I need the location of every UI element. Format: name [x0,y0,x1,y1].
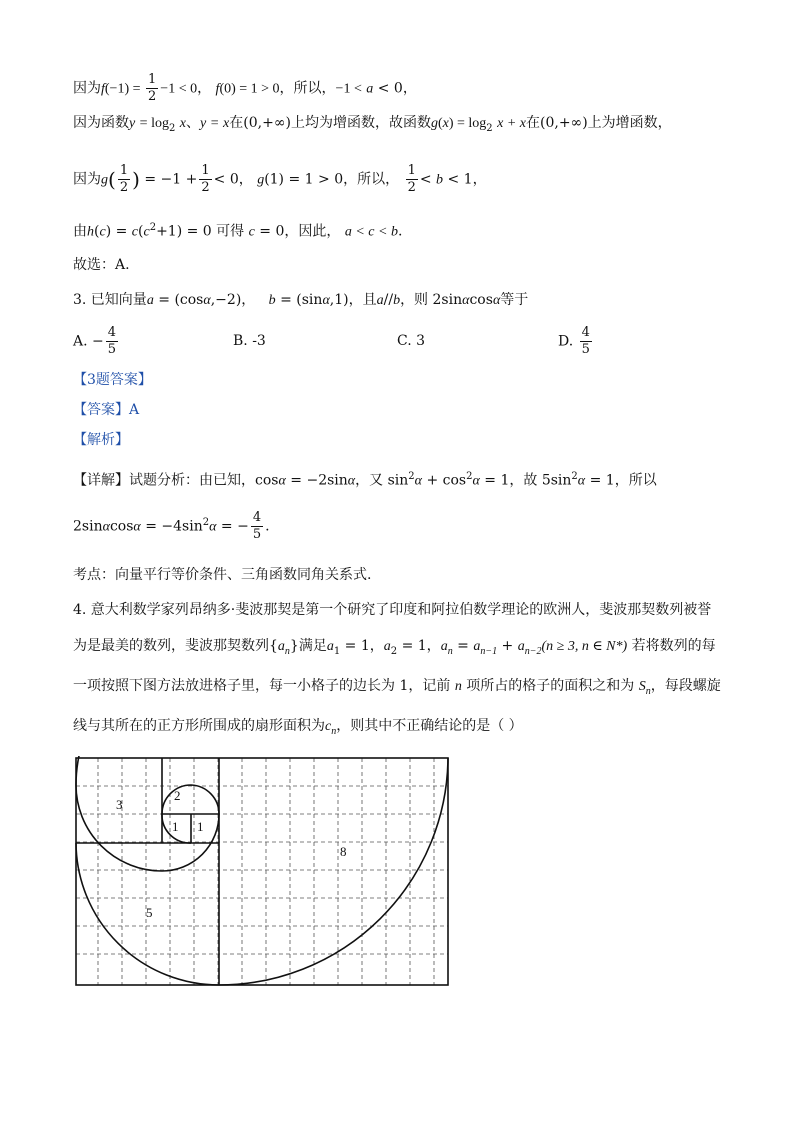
text: ) = log [448,116,487,131]
text: < [419,171,432,188]
text: 、 [186,115,201,131]
func-g: g [257,172,265,188]
text: cos [109,518,134,535]
text: 为是最美的数列，斐波那契数列{ [73,638,278,654]
text: = −1 + [144,171,198,188]
alpha: α [209,519,217,535]
var-c: c [325,719,332,734]
text: < 0， [213,171,253,188]
question-4-line-2 [73,636,716,662]
denominator: 2 [201,180,210,195]
var-c: c [131,224,139,240]
text-line-2 [73,113,672,139]
numerator: 4 [581,325,590,340]
numerator: 1 [148,72,157,87]
text: 等于 [500,292,529,308]
var-x: x [223,116,230,131]
numerator: 4 [252,510,262,525]
subscript: 1 [333,645,341,657]
denominator: 2 [148,89,157,104]
superscript: 2 [408,471,415,482]
text: cos [469,292,493,308]
numerator: 4 [107,325,117,340]
text: = 1，所以 [589,472,657,489]
option-b: B. -3 [233,333,266,349]
square-outlines [76,758,448,985]
paren: ) [132,167,140,192]
text: 一项按照下图方法放进格子里，每一小格子的边长为 1，记前 [73,678,451,694]
label-1-left: 1 [172,819,179,834]
subscript: 2 [390,645,398,657]
subscript: n−1 [480,645,498,657]
var-y: y [129,116,136,131]
text: = [210,116,219,131]
vector-a: a [376,293,384,308]
alpha: α [203,293,211,308]
var-c: c [248,224,255,240]
text: = 0，因此， [259,223,341,240]
text: 线与其所在的正方形所围成的扇形面积为 [73,718,325,734]
fraction [106,325,118,358]
var-a: a [440,639,448,654]
numerator: 1 [201,163,210,178]
condition: (n ≥ 3, n ∈ N*) [541,639,628,654]
var-x: x [442,116,449,131]
alpha: α [472,473,480,489]
option-c: C. 3 [397,333,426,349]
text-line-5: 故选：A. [73,257,130,273]
subscript: 2 [486,122,493,134]
question-4-line-3 [73,676,721,702]
answer-section-tag: 【3题答案】 [73,372,152,388]
fraction [406,163,418,196]
option-d [558,325,594,358]
text: 因为 [73,171,101,188]
denominator: 5 [107,342,117,357]
text: 【详解】试题分析：由已知，cos [73,472,279,489]
label-1-right: 1 [197,819,204,834]
vector-b: b [268,293,276,308]
text: }满足 [289,638,327,654]
func-g: g [101,172,108,188]
text: = 1， [401,638,441,654]
alpha: α [414,473,423,489]
text: // [383,292,394,308]
spiral-outer-curve [76,758,448,985]
text: 若将数列的每 [631,638,716,654]
question-4-line-1: 4. 意大利数学家列昂纳多·斐波那契是第一个研究了印度和阿拉伯数学理论的欧洲人，斐波那契数列被誉 [73,602,712,618]
text: ，每段螺旋 [650,678,721,694]
text: 2sin [73,518,103,535]
alpha: α [102,519,110,535]
fraction [118,163,130,196]
text: 在(0,+∞)上为增函数， [526,115,672,131]
option-a [73,325,120,358]
text-line-1 [73,72,417,105]
superscript: 2 [202,516,210,528]
text: . [265,518,270,535]
var-a: a [517,639,525,654]
numerator: 1 [407,163,416,178]
text: −1 < 0， [160,81,212,97]
var-S: S [638,679,646,694]
text: ( [94,223,100,240]
text-line-3 [73,163,487,196]
text: 3. 已知向量 [73,292,147,308]
var-y: y [200,116,207,131]
text: 在(0,+∞)上均为增函数，故函数 [229,115,431,131]
text: +1) = 0 [156,223,212,240]
text: = [457,638,469,654]
denominator: 2 [119,180,129,195]
var-a: a [383,639,391,654]
subscript: n [284,645,290,657]
text: = −4sin [145,518,203,535]
var-c: c [143,224,150,240]
detail-line-1 [73,467,657,492]
var-x: x [179,116,187,131]
text: ( [138,223,144,240]
func-h: h [87,224,94,240]
text: 因为函数 [73,115,129,131]
fraction [146,72,158,105]
label-2: 2 [174,788,181,803]
detail-line-2 [73,510,270,543]
var-a: a [366,81,374,97]
question-3-stem [73,290,528,311]
text: = log [139,116,169,131]
text: ) = [105,223,128,240]
var-n: n [454,679,462,694]
kaodian-line: 考点：向量平行等价条件、三角函数同角关系式. [73,567,372,583]
text: = (sin [280,292,323,308]
text: = −2sin [290,472,348,489]
func-f: f [215,81,220,97]
text: < 1， [447,171,487,188]
text: ，则 2sin [400,292,463,308]
text: = − [220,518,249,535]
denominator: 5 [252,527,262,542]
text: ( [437,116,443,131]
text: ，又 sin [355,472,409,489]
alpha: α [577,473,586,489]
fraction [199,163,211,196]
alpha: α [322,293,330,308]
text: ,1)，且 [329,292,377,308]
text: (1) = 1 > 0，所以， [264,171,400,188]
denominator: 2 [407,180,416,195]
label-3: 3 [116,797,123,812]
text: x + x [497,116,526,131]
text: = 1， [344,638,384,654]
dashed-grid [76,758,448,985]
label-5: 5 [146,905,153,920]
fibonacci-spiral-figure [74,756,450,987]
var-a: a [277,639,285,654]
text: 项所占的格子的面积之和为 [466,678,635,694]
text: ,−2)， [210,292,256,308]
fraction [580,325,592,358]
subscript: n [331,725,337,737]
question-4-line-4 [73,716,523,742]
option-label: A. [73,333,88,350]
text: 可得 [216,223,245,240]
text: − [92,333,104,350]
text: ，则其中不正确结论的是（ ） [336,718,523,734]
superscript: 2 [571,471,578,482]
text: (0) = 1 > 0，所以，−1 < [219,81,362,97]
var-c: c [99,224,106,240]
text: 由 [73,223,87,240]
text: 因为 [73,80,101,97]
paren: ( [108,167,116,192]
vector-a: a [146,293,154,308]
text: (−1) = [104,81,145,97]
alpha: α [278,473,286,489]
subscript: n−2 [524,645,542,657]
text: = (cos [158,292,204,308]
fraction [251,510,263,543]
inequality: a < c < b [344,224,398,240]
text: . [397,223,403,240]
superscript: 2 [149,222,157,233]
alpha: α [347,473,356,489]
denominator: 5 [581,342,590,357]
vector-b: b [393,293,401,308]
answer-line [73,400,139,420]
label-8: 8 [340,844,347,859]
numerator: 1 [119,163,129,178]
subscript: n [447,645,453,657]
func-f: f [101,81,105,97]
figure-labels [116,788,347,920]
superscript: 2 [466,471,473,482]
option-label: D. [558,333,574,350]
text: < 0， [377,80,417,97]
func-g: g [430,116,438,131]
subscript: 2 [168,122,176,134]
var-a: a [326,639,334,654]
alpha: α [492,293,501,308]
var-b: b [436,172,444,188]
alpha: α [133,519,141,535]
var-a: a [473,639,481,654]
alpha: α [462,293,470,308]
text: + [501,638,514,654]
subscript: n [645,685,651,697]
text-line-4 [73,218,402,243]
text: + cos [426,472,467,489]
answer-text: 【答案】A [73,402,140,418]
text: = 1，故 5sin [484,472,572,489]
analysis-tag: 【解析】 [73,432,129,448]
